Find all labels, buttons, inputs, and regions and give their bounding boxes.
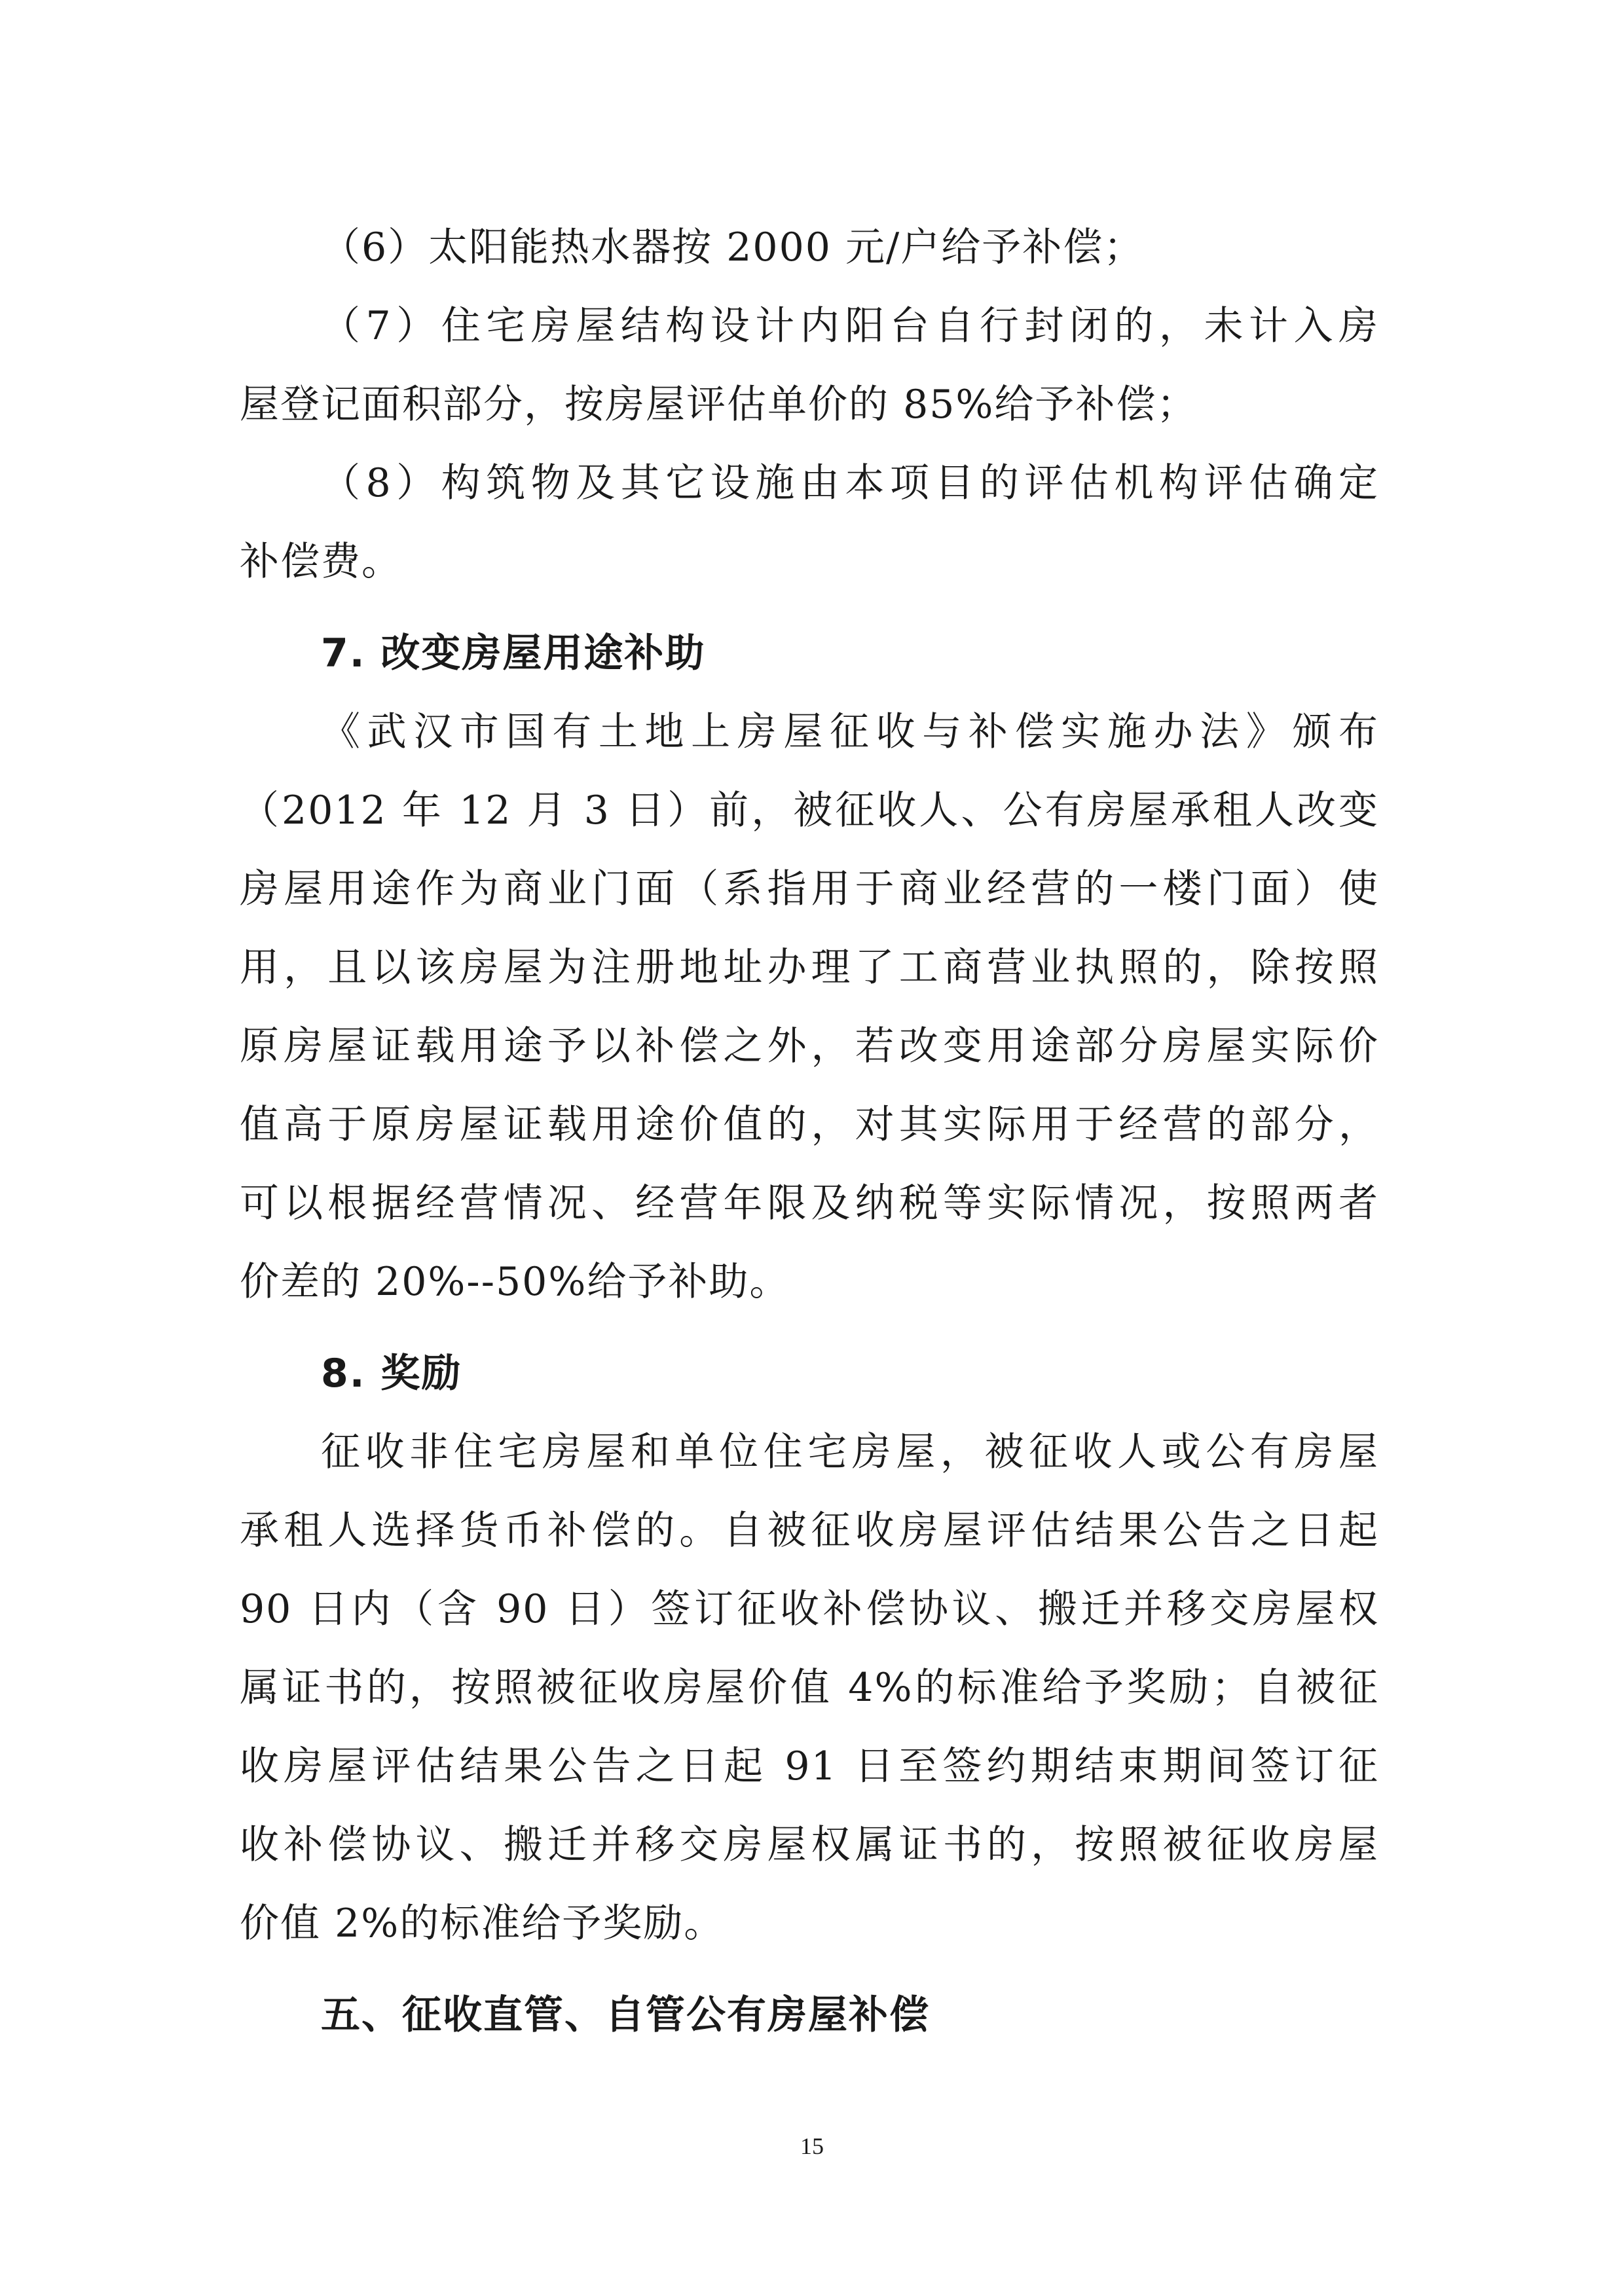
section-8-line: 价值 2%的标准给予奖励。 xyxy=(240,1901,725,1946)
paragraph-item-8-line-1: （8）构筑物及其它设施由本项目的评估机构评估确定 xyxy=(321,460,1379,506)
section-8-line: 承租人选择货币补偿的。自被征收房屋评估结果公告之日起 xyxy=(240,1508,1379,1554)
section-7-line: 值高于原房屋证载用途价值的，对其实际用于经营的部分， xyxy=(240,1102,1379,1148)
section-7-line: 房屋用途作为商业门面（系指用于商业经营的一楼门面）使 xyxy=(240,866,1379,912)
paragraph-item-6: （6）太阳能热水器按 2000 元/户给予补偿； xyxy=(321,225,1145,270)
section-8-line: 收补偿协议、搬迁并移交房屋权属证书的，按照被征收房屋 xyxy=(240,1822,1379,1868)
section-7-line: （2012 年 12 月 3 日）前，被征收人、公有房屋承租人改变 xyxy=(240,788,1379,833)
section-8-line: 属证书的，按照被征收房屋价值 4%的标准给予奖励；自被征 xyxy=(240,1665,1379,1711)
section-7-line: 价差的 20%--50%给予补助。 xyxy=(240,1259,790,1305)
section-7-line: 可以根据经营情况、经营年限及纳税等实际情况，按照两者 xyxy=(240,1180,1379,1226)
paragraph-item-8-line-2: 补偿费。 xyxy=(240,539,402,585)
section-8-line: 收房屋评估结果公告之日起 91 日至签约期结束期间签订征 xyxy=(240,1743,1379,1789)
paragraph-item-7-line-1: （7）住宅房屋结构设计内阳台自行封闭的，未计入房 xyxy=(321,303,1379,349)
section-7-line: 用，且以该房屋为注册地址办理了工商营业执照的，除按照 xyxy=(240,945,1379,991)
section-8-line: 征收非住宅房屋和单位住宅房屋，被征收人或公有房屋 xyxy=(321,1429,1379,1475)
section-8-line: 90 日内（含 90 日）签订征收补偿协议、搬迁并移交房屋权 xyxy=(240,1586,1379,1632)
chapter-heading-5: 五、征收直管、自管公有房屋补偿 xyxy=(321,1992,930,2038)
section-heading-8: 8. 奖励 xyxy=(321,1351,462,1396)
section-7-line: 原房屋证载用途予以补偿之外，若改变用途部分房屋实际价 xyxy=(240,1023,1379,1069)
section-7-line: 《武汉市国有土地上房屋征收与补偿实施办法》颁布 xyxy=(321,709,1379,755)
page-number: 15 xyxy=(800,2133,824,2159)
section-heading-7: 7. 改变房屋用途补助 xyxy=(321,630,706,676)
paragraph-item-7-line-2: 屋登记面积部分，按房屋评估单价的 85%给予补偿； xyxy=(240,382,1198,428)
